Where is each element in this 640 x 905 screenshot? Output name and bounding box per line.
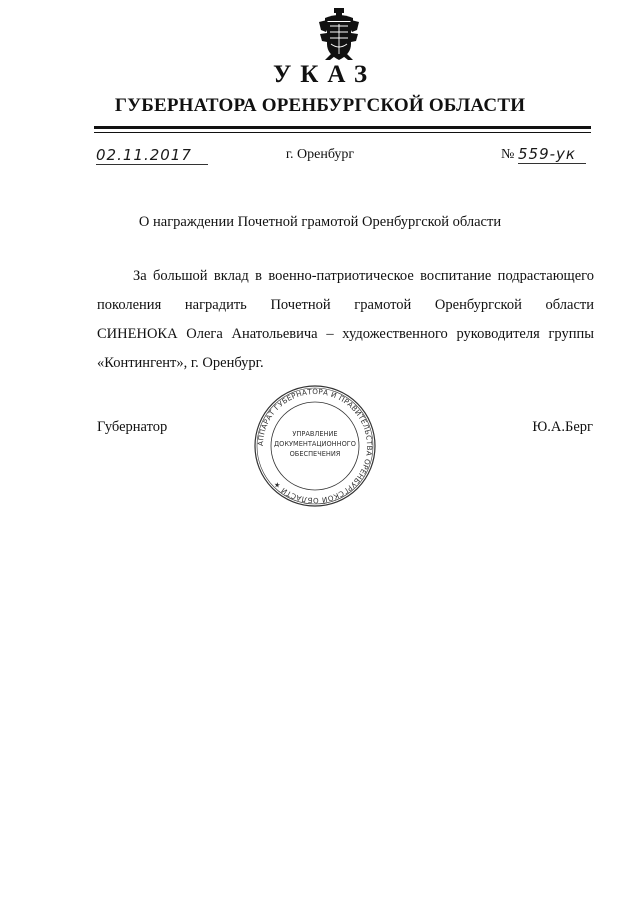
- number-sign: №: [501, 147, 515, 162]
- decree-body: [97, 262, 594, 378]
- document-city: г. Оренбург: [285, 147, 355, 162]
- stamp-center-line: УПРАВЛЕНИЕ: [292, 430, 338, 438]
- header-rule-thick: [94, 126, 591, 129]
- document-date: 02.11.2017: [96, 146, 208, 165]
- issuer-title: ГУБЕРНАТОРА ОРЕНБУРГСКОЙ ОБЛАСТИ: [114, 95, 526, 116]
- body-line: «Контингент», г. Оренбург.: [97, 355, 264, 371]
- stamp-ring-text: АППАРАТ ГУБЕРНАТОРА И ПРАВИТЕЛЬСТВА ОРЕНБУРГСКОЙ ОБЛАСТИ ★: [255, 386, 375, 506]
- stamp-center-line: ОБЕСПЕЧЕНИЯ: [289, 450, 341, 458]
- coat-of-arms-icon: [317, 8, 361, 62]
- decree-subject: О награждении Почетной грамотой Оренбургской области: [138, 214, 502, 230]
- header-rule-thin: [94, 132, 591, 133]
- official-stamp: [250, 384, 380, 508]
- body-line: СИНЕНОКА Олега Анатольевича – художественного руководителя группы: [97, 326, 594, 342]
- signatory-name: Ю.А.Берг: [532, 419, 593, 435]
- body-line: За большой вклад в военно-патриотическое воспитание подрастающего: [133, 268, 594, 284]
- body-line: поколения наградить Почетной грамотой Оренбургской области: [97, 297, 594, 313]
- document-number: 559-ук: [518, 145, 586, 164]
- document-type: УКАЗ: [272, 61, 377, 88]
- stamp-center-line: ДОКУМЕНТАЦИОННОГО: [274, 440, 356, 448]
- signatory-role: Губернатор: [97, 419, 168, 435]
